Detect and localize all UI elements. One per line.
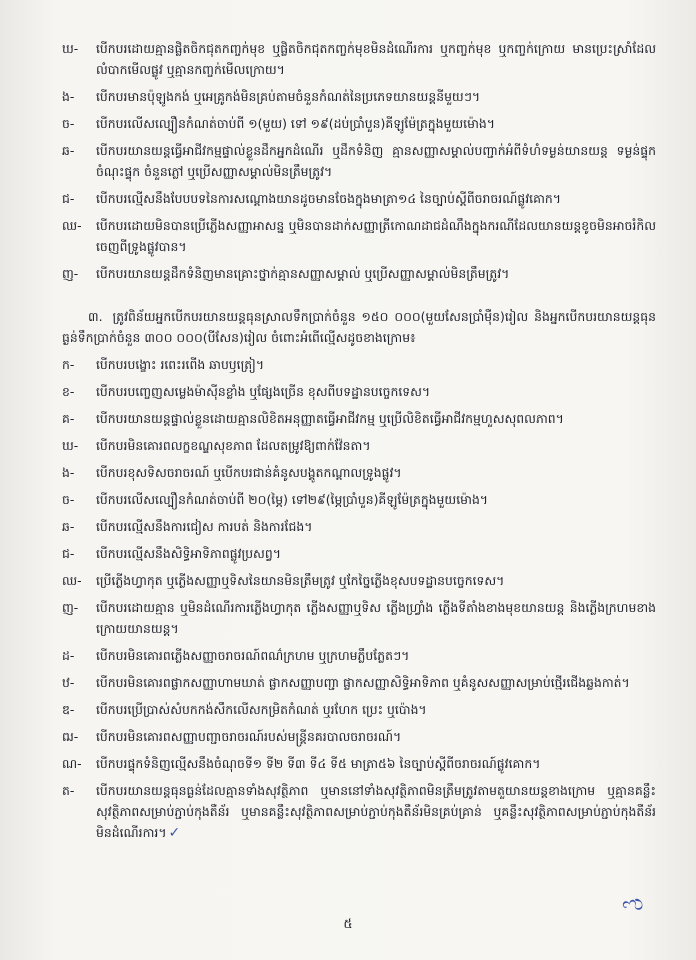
handwritten-check-mark: ✓ — [168, 825, 181, 841]
item-text: បើកបរប្រើប្រាស់សំបកកង់សឹកលើសកម្រិតកំណត់ ឬរហែក ប្រេះ ឬប៉ោង។ — [96, 702, 427, 717]
item-marker: ឈ- — [62, 573, 82, 588]
item-marker: ត- — [62, 783, 75, 798]
section-text: ត្រូវពិន័យអ្នកបើកបរយានយន្តធុនស្រាលទឹកប្រាក់ចំនួន ១៥០ ០០០(មួយសែនប្រាំម៉ឺន)រៀល និងអ្នកបើកបរយានយន្តធុនធ្ងន់ទឹកប្រាក់ចំនួន ៣០០ ០០០(បីសែន)រៀល ចំពោះអំពើល្មើសដូចខាងក្រោម៖ — [62, 309, 656, 345]
list-item — [62, 543, 656, 564]
item-marker: ឈ- — [62, 218, 82, 233]
item-text: បើកបរយានយន្តផ្ទាល់ខ្លួនដោយគ្មានលិខិតអនុញ្ញាតធ្វើអាជីវកម្ម ឬប្រើលិខិតធ្វើអាជីវកម្មហួសសុពលភាព។ — [96, 411, 564, 426]
list-item — [62, 516, 656, 537]
list-item — [62, 699, 656, 720]
item-marker: ឋ- — [62, 675, 75, 690]
list-item — [62, 86, 656, 107]
list-item — [62, 462, 656, 483]
list-item — [62, 188, 656, 209]
list-item — [62, 113, 656, 134]
item-text: បើកបរមិនគោរពផ្លាកសញ្ញាហាមឃាត់ ផ្លាកសញ្ញាបញ្ជា ផ្លាកសញ្ញាសិទ្ធិអាទិភាព ឬគំនូសសញ្ញាសម្រាប់ថ្មើរជើងឆ្លងកាត់។ — [96, 675, 630, 690]
item-marker: ណ- — [62, 756, 82, 771]
list-item — [62, 408, 656, 429]
list-item — [62, 726, 656, 747]
section-number: ៣. — [88, 309, 103, 324]
item-marker: ខ- — [62, 384, 75, 399]
item-text: បើកបរល្មើសនឹងការជៀស ការបត់ និងការជែង។ — [96, 519, 313, 534]
item-marker: ឆ- — [62, 143, 75, 158]
item-marker: ញ- — [62, 266, 79, 281]
list-item — [62, 381, 656, 402]
item-marker: ដ- — [62, 648, 75, 663]
list-item — [62, 263, 656, 284]
item-text: បើកបរយានយន្តធ្វើអាជីវកម្មផ្ទាល់ខ្លួនដឹកអ្នកដំណើរ ឬដឹកទំនិញ គ្មានសញ្ញាសម្គាល់បញ្ជាក់អំពីទំហំទម្ងន់យានយន្ត ទម្ងន់ផ្ទុក ចំណុះផ្ទុក ចំនួនភ្លៅ ឬប្រើសញ្ញាសម្គាល់មិនត្រឹមត្រូវ។ — [96, 143, 656, 179]
list-item — [62, 597, 656, 639]
item-text: បើកបរមិនគោរពលក្ខខណ្ឌសុខភាព ដែលតម្រូវឱ្យពាក់វ៉ែនតា។ — [96, 438, 371, 453]
item-text: បើកបរដោយគ្មានផ្លិតចិកជុតកញ្ចក់មុខ ឬផ្លិតចិកជុតកញ្ចក់មុខមិនដំណើរការ ឬកញ្ចក់មុខ ឬកញ្ចក់ក្រោយ មានប្រេះស្រាំដែលលំបាកមើលផ្លូវ ឬគ្មានកញ្ចក់មើលក្រោយ។ — [96, 41, 656, 77]
item-marker: ង- — [62, 89, 75, 104]
item-text: បើកបរមានប៉ុឡូងកង់ ឬអេគ្រូកង់មិនគ្រប់តាមចំនួនកំណត់នៃប្រភេទយានយន្តនីមួយៗ។ — [96, 89, 481, 104]
item-marker: ក- — [62, 357, 75, 372]
list-item — [62, 645, 656, 666]
item-text: បើកបរខុសទិសចរាចរណ៍ ឬបើកបរជាន់គំនូសបង្គូតកណ្តាលទ្រូងផ្លូវ។ — [96, 465, 402, 480]
item-marker: ជ- — [62, 191, 75, 206]
item-marker: ឆ- — [62, 519, 75, 534]
item-text: បើកបរមិនគោរពភ្លើងសញ្ញាចរាចរណ៍ពណ៌ក្រហម ឬក្រហមភ្លឹបភ្លែតៗ។ — [96, 648, 410, 663]
item-text: ប្រើភ្លើងហ្វាកុត ឬភ្លើងសញ្ញាឬទិសនៃយានមិនត្រឹមត្រូវ ឬកែច្នៃភ្លើងខុសបទដ្ឋានបច្ចេកទេស។ — [96, 573, 505, 588]
handwritten-initial-mark: ಌ — [619, 890, 646, 919]
item-marker: ញ- — [62, 600, 79, 615]
list-item — [62, 140, 656, 182]
item-text: បើកបរល្មើសនឹងសិទ្ធិអាទិភាពផ្លូវប្រសព្វ។ — [96, 546, 281, 561]
item-text: បើកបរមិនគោរពសញ្ញាបញ្ជាចរាចរណ៍របស់មន្ត្រីនគរបាលចរាចរណ៍។ — [96, 729, 402, 744]
item-marker: ច- — [62, 492, 75, 507]
list-item — [62, 489, 656, 510]
item-marker: ឃ- — [62, 41, 79, 56]
item-marker: គ- — [62, 411, 75, 426]
list-item — [62, 435, 656, 456]
list-item — [62, 354, 656, 375]
list-item — [62, 780, 656, 844]
section-3-paragraph — [62, 306, 656, 348]
item-marker: ង- — [62, 465, 75, 480]
penalty-list-part-a — [62, 38, 656, 284]
item-text: បើកបរបញ្ចេញសម្លេងម៉ាស៊ីនខ្លាំង ឬផ្សែងច្រើន ខុសពីបទដ្ឋានបច្ចេកទេស។ — [96, 384, 431, 399]
item-text: បើកបរល្មើសនឹងបែបបទនៃការសណ្តោងយានដូចមានចែងក្នុងមាត្រា១៤ នៃច្បាប់ស្តីពីចរាចរណ៍ផ្លូវគោក។ — [96, 191, 561, 206]
item-marker: ឌ- — [62, 702, 75, 717]
section-gap — [62, 290, 656, 306]
item-text: បើកបរដោយមិនបានប្រើភ្លើងសញ្ញាអាសន្ន ឬមិនបានដាក់សញ្ញាត្រីកោណដាជដំណឹងក្នុងករណីដែលយានយន្តខូចមិនអាចរំកិលចេញពីទ្រូងផ្លូវបាន។ — [96, 218, 656, 254]
list-item — [62, 570, 656, 591]
item-marker: ឃ- — [62, 438, 79, 453]
item-marker: ច- — [62, 116, 75, 131]
list-item — [62, 215, 656, 257]
list-item — [62, 38, 656, 80]
item-text: បើកបរលើសល្បឿនកំណត់ចាប់ពី ២០(ម្ភៃ) ទៅ២៩(ម្ភៃប្រាំបួន)គីឡូម៉ែត្រក្នុងមួយម៉ោង។ — [96, 492, 488, 507]
item-text: បើកបរបង្ខោះ រពេះរពើង ឆាបឫត្រៀ។ — [96, 357, 265, 372]
list-item — [62, 672, 656, 693]
item-text: បើកបរលើសល្បឿនកំណត់ចាប់ពី ១(មួយ) ទៅ ១៩(ដប់ប្រាំបួន)គីឡូម៉ែត្រក្នុងមួយម៉ោង។ — [96, 116, 495, 131]
item-text: បើកបរយានយន្តធុនធ្ងន់ដែលគ្មានទាំងសុវត្ថិភាព ឬមាននៅទាំងសុវត្ថិភាពមិនត្រឹមត្រូវតាមតួយានយន្តខាងក្រោម ឬគ្មានគន្លឹះសុវត្ថិភាពសម្រាប់ភ្ជាប់កុងតឺន័រ ឬមានគន្លឹះសុវត្ថិភាពសម្រាប់ភ្ជាប់កុងតឺន័រមិនគ្រប់គ្រាន់ ឬគន្លឹះសុវត្ថិភាពសម្រាប់ភ្ជាប់កុងតឺន័រមិនដំណើរការ។ ✓ — [96, 780, 656, 844]
item-text: បើកបរដោយគ្មាន ឬមិនដំណើរការភ្លើងហ្វាកុត ភ្លើងសញ្ញាឬទិស ភ្លើងហ្វ្រាំង ភ្លើងទីតាំងខាងមុខយានយន្ត និងភ្លើងក្រហមខាងក្រោយយានយន្ត។ — [96, 600, 656, 636]
page-number: ៥ — [343, 917, 353, 932]
item-marker: ឍ- — [62, 729, 79, 744]
item-marker: ជ- — [62, 546, 75, 561]
item-text: បើកបរផ្ទុកទំនិញល្មើសនឹងចំណុចទី១ ទី២ ទី៣ ទី៤ ទី៥ មាត្រា៥៦ នៃច្បាប់ស្តីពីចរាចរណ៍ផ្លូវគោក។ — [96, 756, 541, 771]
list-item — [62, 753, 656, 774]
item-text: បើកបរយានយន្តដឹកទំនិញមានគ្រោះថ្នាក់គ្មានសញ្ញាសម្គាល់ ឬប្រើសញ្ញាសម្គាល់មិនត្រឹមត្រូវ។ — [96, 266, 510, 281]
penalty-list-part-b — [62, 354, 656, 844]
